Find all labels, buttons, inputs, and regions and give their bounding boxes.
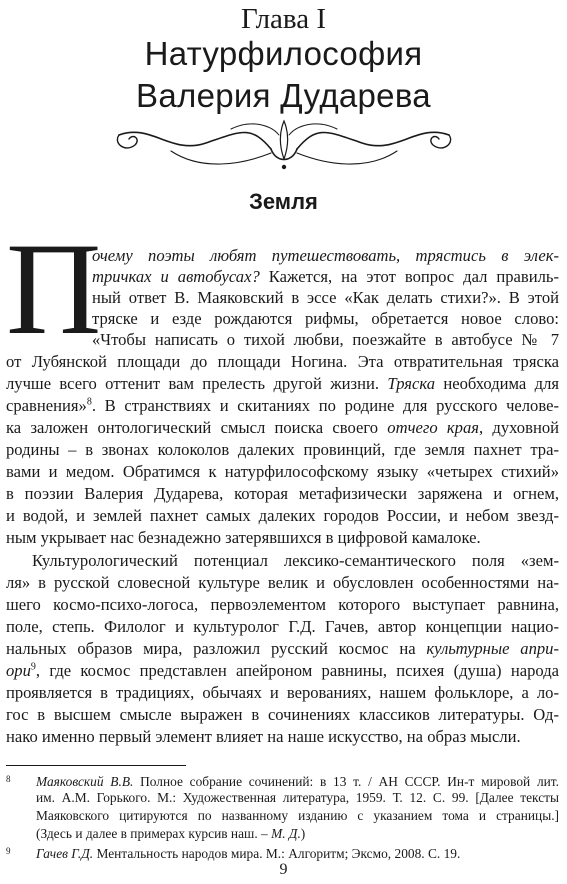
text-line: от Лубянской площади до площади Ногина. Эта отвратительная тряска bbox=[6, 352, 559, 371]
footnote: 9 Гачев Г.Д. Ментальность народов мира. М.: Алгоритм; Эксмо, 2008. С. 19. bbox=[6, 843, 559, 862]
footnote-ref[interactable]: 9 bbox=[30, 661, 36, 673]
drop-cap: П bbox=[6, 215, 102, 362]
text-line: ным укрывает нас безнадежно затерявшихся в цифровой камалоке. bbox=[6, 528, 481, 547]
text-line: сравнения»$^8$. В странствиях и скитаниях по родине для русского челове- bbox=[6, 396, 559, 415]
text-line: ка заложен онтологический смысл поиска своего отчего края, духовной bbox=[6, 418, 559, 437]
footnote-line: Маяковского цитируются по названному изданию с указанием тома и страницы.] bbox=[36, 808, 559, 823]
chapter-label: Глава I bbox=[240, 3, 327, 35]
text-line: поле, степь. Филолог и культуролог Г.Д. Гачев, автор концепции нацио- bbox=[6, 617, 559, 636]
text-line: шего космо-психо-логоса, первоэлементом которого выступает равнина, bbox=[6, 595, 559, 614]
chapter-title-line-1: Натурфилософия bbox=[144, 35, 423, 72]
text-line: и водой, и землей пахнет самых далеких городов России, и небом звезд- bbox=[6, 506, 559, 525]
text-line: в поэзии Валерия Дударева, которая метафизически заряжена и огнем, bbox=[6, 484, 559, 503]
text-line: «Чтобы написать о тихой любви, поезжайте в автобусе № 7 bbox=[92, 330, 559, 349]
footnote: 8 Маяковский В.В. Полное собрание сочинений: в 13 т. / АН СССР. Ин-т мировой лит. bbox=[6, 771, 559, 790]
footnote-mark: 9 bbox=[6, 846, 11, 856]
flourish-ornament bbox=[111, 115, 457, 177]
footnote-ref[interactable]: 8 bbox=[86, 396, 92, 408]
text-line: проявляется в традициях, обычаях и верованиях, нашем фольклоре, а ло- bbox=[6, 683, 559, 702]
page-number: 9 bbox=[279, 861, 288, 878]
text-line: лучше всего оттенит вам прелесть другой жизни. Тряска необходима для bbox=[6, 374, 559, 393]
chapter-title-line-2: Валерия Дударева bbox=[136, 77, 431, 114]
chapter-title bbox=[0, 33, 567, 117]
text-line: ля» в русской словесной культуре велик и обусловлен особенностями на- bbox=[6, 573, 559, 592]
text-line: вами и медом. Обратимся к натурфилософскому языку «четырех стихий» bbox=[6, 462, 559, 481]
text-line: Культурологический потенциал лексико-семантического поля «зем- bbox=[32, 551, 559, 570]
text-line: ори$^9$, где космос представлен апейроном равнины, психея (душа) народа bbox=[6, 661, 559, 680]
text-line: очему поэты любят путешествовать, трястись в элек- bbox=[92, 246, 559, 265]
text-line: нальных образов мира, разложил русский космос на культурные апри- bbox=[6, 639, 559, 658]
text-line: гос в высшем смысле выражен в сочинениях классиков литературы. Од- bbox=[6, 705, 559, 724]
text-line: ный ответ В. Маяковский в эссе «Как делать стихи?». В этой bbox=[92, 288, 559, 307]
footnote-divider bbox=[6, 765, 186, 766]
footnote-line: (Здесь и далее в примерах курсив наш. – М. Д.) bbox=[36, 826, 306, 841]
text-line: родины – в звонах колоколов далеких провинций, где земля пахнет тра- bbox=[6, 440, 559, 459]
section-title: Земля bbox=[249, 189, 318, 214]
text-line: нако именно первый элемент влияет на наше искусство, на образ мысли. bbox=[6, 727, 521, 746]
footnote-line: им. А.М. Горького. М.: Художественная литература, 1959. Т. 12. С. 99. [Далее тексты bbox=[36, 790, 559, 805]
text-line: тричках и автобусах? Кажется, на этот вопрос дал правиль- bbox=[92, 267, 560, 286]
text-line: тряске и езде рождаются рифмы, обретается новое слово: bbox=[92, 309, 559, 328]
footnote-mark: 8 bbox=[6, 774, 11, 784]
